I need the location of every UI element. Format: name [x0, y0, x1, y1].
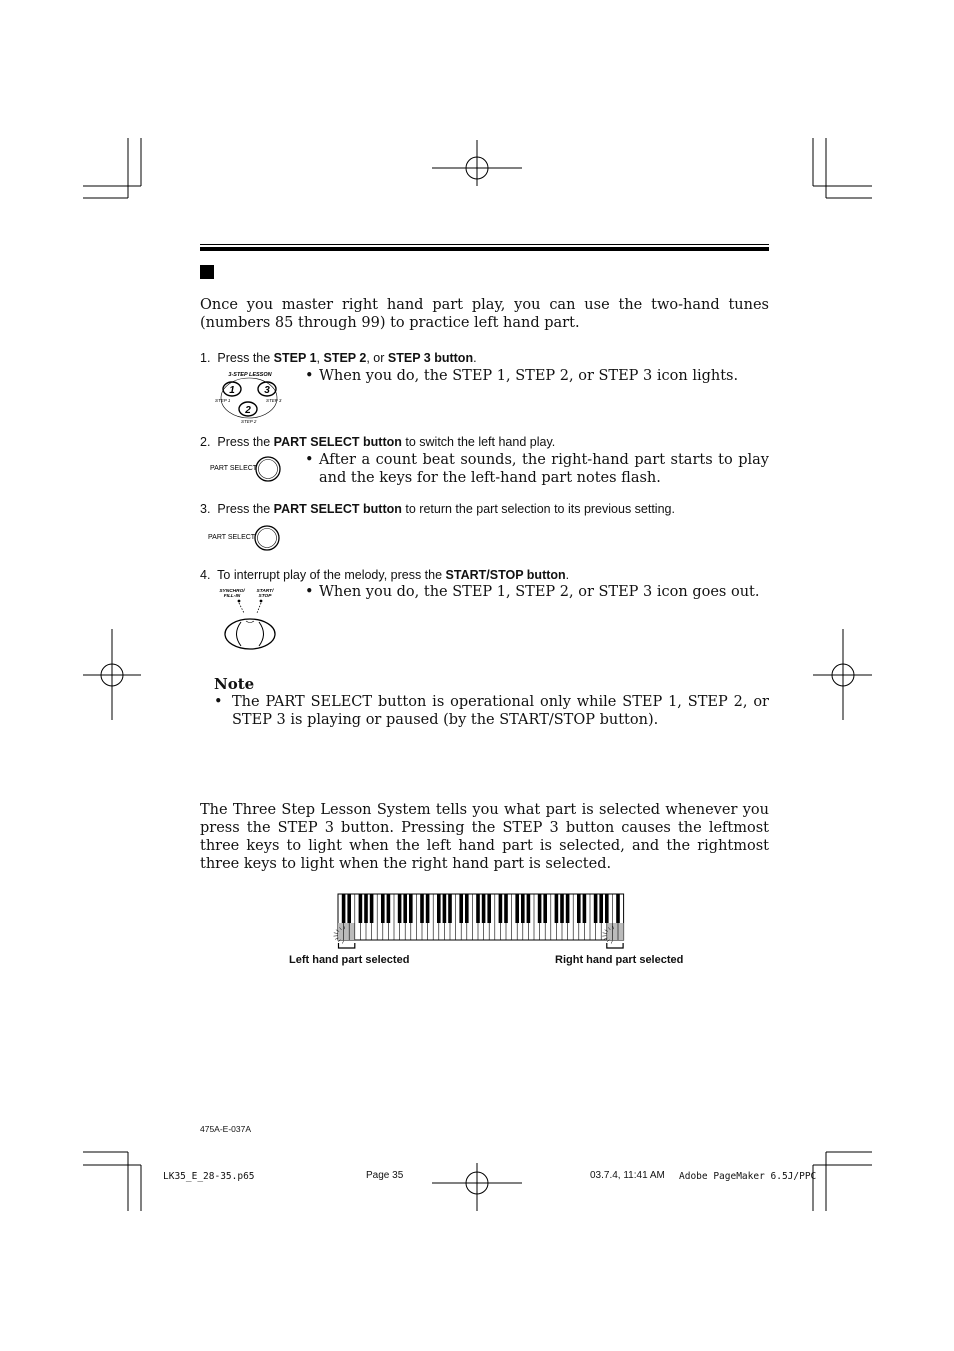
black-key [448, 894, 452, 923]
black-key [443, 894, 447, 923]
black-key [398, 894, 402, 923]
black-key [487, 894, 491, 923]
black-key [560, 894, 564, 923]
step-2-number: 2 [245, 405, 251, 416]
key-bracket [607, 943, 623, 948]
key-bracket [339, 943, 355, 948]
black-key [465, 894, 469, 923]
black-key [409, 894, 413, 923]
black-key [459, 894, 463, 923]
black-key [577, 894, 581, 923]
footer-date: 03.7.4, 11:41 AM [590, 1170, 665, 1181]
black-key [381, 894, 385, 923]
black-key [515, 894, 519, 923]
left-lit-keys [338, 923, 355, 940]
three-step-lesson-icon [212, 368, 292, 428]
note-bullet: • The PART SELECT button is operational only while STEP 1, STEP 2, or STEP 3 is playing or paused (by the START/STOP button). [214, 694, 769, 728]
black-key [364, 894, 368, 923]
header-rule-thin [200, 244, 769, 245]
step-1-instruction: 1. Press the STEP 1, STEP 2, or STEP 3 button. [200, 351, 477, 365]
keyboard-illustration [330, 888, 650, 958]
black-key [370, 894, 374, 923]
black-key [594, 894, 598, 923]
step-2-bullet: • After a count beat sounds, the right-hand part starts to play and the keys for the left-hand part notes flash. [305, 452, 769, 486]
step-1-bullet: • When you do, the STEP 1, STEP 2, or STEP 3 icon lights. [305, 368, 739, 384]
svg-text:STOP: STOP [258, 594, 272, 599]
black-key [482, 894, 486, 923]
black-key [583, 894, 587, 923]
part-select-button-icon-2 [208, 524, 288, 554]
intro-paragraph: Once you master right hand part play, you can use the two-hand tunes (numbers 85 through 99) to practice left hand part. [200, 297, 769, 331]
black-key [342, 894, 346, 923]
step-3-instruction: 3. Press the PART SELECT button to return the part selection to its previous setting. [200, 502, 675, 516]
step-3-number: 3 [264, 385, 270, 396]
step-4-instruction: 4. To interrupt play of the melody, press the START/STOP button. [200, 568, 570, 582]
black-key [387, 894, 391, 923]
black-key [426, 894, 430, 923]
lit-glow-ray [611, 941, 612, 944]
lit-glow-ray [334, 933, 338, 934]
step-4-bullet: • When you do, the STEP 1, STEP 2, or STEP 3 icon goes out. [305, 584, 760, 600]
right-lit-keys [607, 923, 624, 940]
header-rule-thick [200, 247, 769, 251]
black-key [499, 894, 503, 923]
section-square-icon [200, 265, 214, 279]
black-key [437, 894, 441, 923]
step-1-caption: STEP 1 [215, 398, 231, 403]
black-key [616, 894, 620, 923]
black-key [527, 894, 531, 923]
black-key [566, 894, 570, 923]
note-heading: Note [214, 675, 255, 693]
black-key [555, 894, 559, 923]
lit-glow-ray [342, 941, 343, 944]
black-key [543, 894, 547, 923]
step-3-caption: STEP 3 [266, 398, 282, 403]
black-key [347, 894, 351, 923]
svg-text:PART SELECT: PART SELECT [208, 534, 256, 541]
black-key [403, 894, 407, 923]
black-key [504, 894, 508, 923]
svg-text:START/: START/ [256, 589, 274, 594]
start-stop-button-icon [215, 586, 285, 656]
part-select-button-icon-1 [208, 455, 288, 485]
svg-text:PART SELECT: PART SELECT [210, 465, 258, 472]
svg-text:FILL-IN: FILL-IN [223, 594, 241, 599]
step-2-caption: STEP 2 [241, 419, 257, 424]
footer-app: Adobe PageMaker 6.5J/PPC [679, 1171, 817, 1182]
step-2-instruction: 2. Press the PART SELECT button to switch the left hand play. [200, 435, 556, 449]
black-key [605, 894, 609, 923]
black-key [521, 894, 525, 923]
document-code: 475A-E-037A [200, 1124, 252, 1134]
keyboard-body [338, 894, 624, 940]
lesson-icon-title: 3-STEP LESSON [228, 372, 272, 378]
step-1-number: 1 [229, 385, 235, 396]
left-hand-caption: Left hand part selected [289, 954, 410, 966]
svg-text:SYNCHRO/: SYNCHRO/ [219, 589, 245, 594]
right-hand-caption: Right hand part selected [555, 954, 684, 966]
black-key [599, 894, 603, 923]
black-key [476, 894, 480, 923]
footer-page: Page 35 [366, 1170, 404, 1181]
lesson-system-paragraph: The Three Step Lesson System tells you what part is selected whenever you press the STEP 3 button. Pressing the STEP 3 button causes the leftmost three keys to light when the left hand part is selected, and the rightmost three keys to light when the right hand part is selected. [200, 802, 769, 872]
footer-filename: LK35_E_28-35.p65 [163, 1171, 255, 1182]
black-key [359, 894, 363, 923]
black-key [538, 894, 542, 923]
black-key [420, 894, 424, 923]
